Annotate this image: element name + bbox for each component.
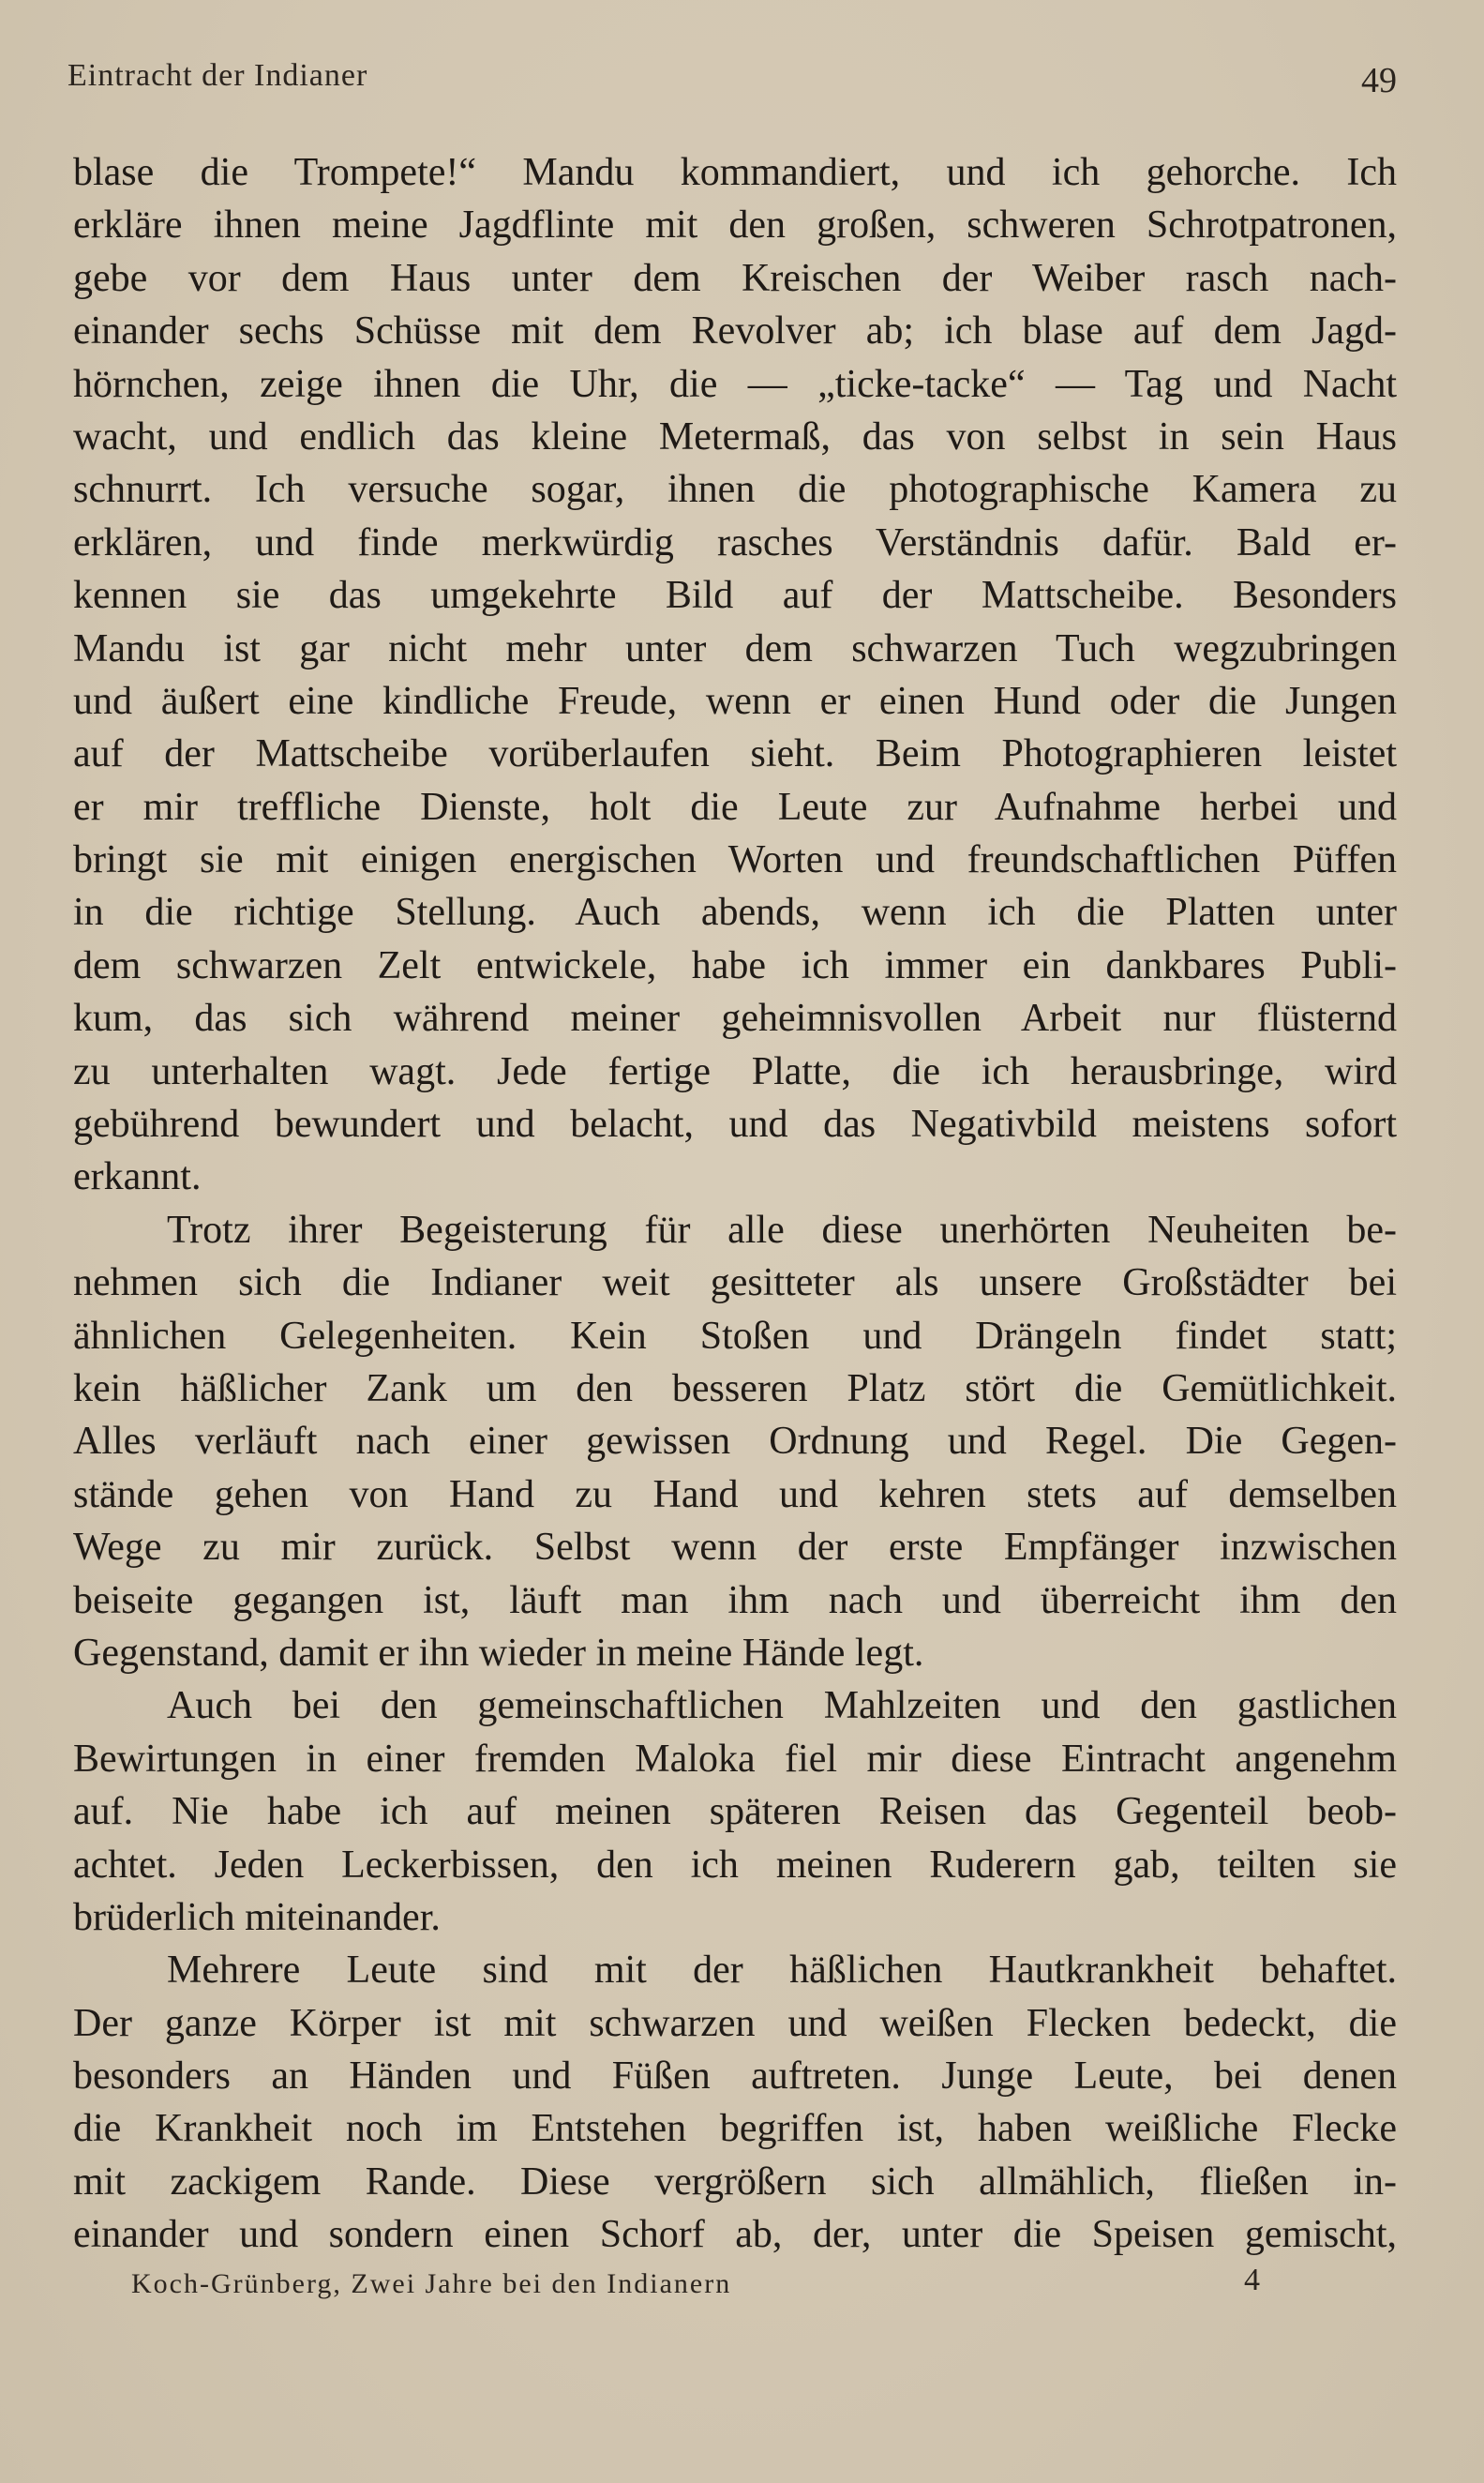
text-line: auf. Nie habe ich auf meinen späteren Reisen das Gegenteil beob- <box>73 1790 1397 1834</box>
page-number: 49 <box>1361 61 1397 100</box>
text-line: gebührend bewundert und belacht, und das Negativbild meistens sofort <box>73 1103 1397 1147</box>
text-line: mit zackigem Rande. Diese vergrößern sich allmählich, fließen in- <box>73 2159 1397 2204</box>
text-line: beiseite gegangen ist, läuft man ihm nach und überreicht ihm den <box>73 1578 1397 1622</box>
text-line: gebe vor dem Haus unter dem Kreischen der Weiber rasch nach- <box>73 256 1397 300</box>
signature-number: 4 <box>1244 2263 1260 2297</box>
running-head <box>67 58 1397 100</box>
text-line: dem schwarzen Zelt entwickele, habe ich immer ein dankbares Publi- <box>73 943 1397 987</box>
text-line: Wege zu mir zurück. Selbst wenn der erste Empfänger inzwischen <box>73 1526 1397 1570</box>
running-title: Eintracht der Indianer <box>67 58 368 93</box>
text-line: Auch bei den gemeinschaftlichen Mahlzeiten und den gastlichen <box>167 1684 1397 1728</box>
text-line: brüderlich miteinander. <box>73 1895 441 1939</box>
text-line: erkläre ihnen meine Jagdflinte mit den großen, schweren Schrotpatronen, <box>73 203 1397 248</box>
text-line: schnurrt. Ich versuche sogar, ihnen die photographische Kamera zu <box>73 468 1397 512</box>
text-line: Alles verläuft nach einer gewissen Ordnung und Regel. Die Gegen- <box>73 1420 1397 1464</box>
text-line: kein häßlicher Zank um den besseren Platz stört die Gemütlichkeit. <box>73 1366 1397 1410</box>
text-line: Gegenstand, damit er ihn wieder in meine Hände legt. <box>73 1631 924 1675</box>
text-line: auf der Mattscheibe vorüberlaufen sieht. Beim Photographieren leistet <box>73 732 1397 776</box>
text-line: wacht, und endlich das kleine Metermaß, das von selbst in sein Haus <box>73 414 1397 459</box>
text-line: zu unterhalten wagt. Jede fertige Platte, die ich herausbringe, wird <box>73 1049 1397 1093</box>
text-line: in die richtige Stellung. Auch abends, wenn ich die Platten unter <box>73 891 1397 935</box>
text-line: die Krankheit noch im Entstehen begriffen ist, haben weißliche Flecke <box>73 2107 1397 2151</box>
text-line: blase die Trompete!“ Mandu kommandiert, und ich gehorche. Ich <box>73 151 1397 194</box>
text-line: und äußert eine kindliche Freude, wenn er einen Hund oder die Jungen <box>73 679 1397 723</box>
text-line: erkannt. <box>73 1155 202 1199</box>
text-line: hörnchen, zeige ihnen die Uhr, die — „ticke-tacke“ — Tag und Nacht <box>73 362 1397 406</box>
text-line: Mandu ist gar nicht mehr unter dem schwarzen Tuch wegzubringen <box>73 626 1397 670</box>
text-line: Der ganze Körper ist mit schwarzen und weißen Flecken bedeckt, die <box>73 2001 1397 2045</box>
text-line: achtet. Jeden Leckerbissen, den ich meinen Ruderern gab, teilten sie <box>73 1843 1397 1887</box>
body-text <box>73 146 1397 2262</box>
text-line: ähnlichen Gelegenheiten. Kein Stoßen und Drängeln findet statt; <box>73 1314 1397 1358</box>
text-line: einander und sondern einen Schorf ab, der, unter die Speisen gemischt, <box>73 2213 1397 2257</box>
text-line: er mir treffliche Dienste, holt die Leute zur Aufnahme herbei und <box>73 785 1397 829</box>
text-line: Bewirtungen in einer fremden Maloka fiel mir diese Eintracht angenehm <box>73 1737 1397 1781</box>
text-line: Trotz ihrer Begeisterung für alle diese unerhörten Neuheiten be- <box>167 1208 1397 1252</box>
text-line: besonders an Händen und Füßen auftreten. Junge Leute, bei denen <box>73 2054 1397 2099</box>
printer-signature: Koch-Grünberg, Zwei Jahre bei den Indianern <box>131 2268 732 2299</box>
text-line: erklären, und finde merkwürdig rasches Verständnis dafür. Bald er- <box>73 520 1397 564</box>
text-line: Mehrere Leute sind mit der häßlichen Hautkrankheit behaftet. <box>167 1949 1397 1993</box>
text-line: bringt sie mit einigen energischen Worten und freundschaftlichen Püffen <box>73 838 1397 882</box>
text-line: nehmen sich die Indianer weit gesitteter als unsere Großstädter bei <box>73 1261 1397 1305</box>
text-line: kum, das sich während meiner geheimnisvollen Arbeit nur flüsternd <box>73 997 1397 1041</box>
text-line: stände gehen von Hand zu Hand und kehren stets auf demselben <box>73 1472 1397 1516</box>
text-line: einander sechs Schüsse mit dem Revolver ab; ich blase auf dem Jagd- <box>73 309 1397 354</box>
text-line: kennen sie das umgekehrte Bild auf der Mattscheibe. Besonders <box>73 574 1397 618</box>
